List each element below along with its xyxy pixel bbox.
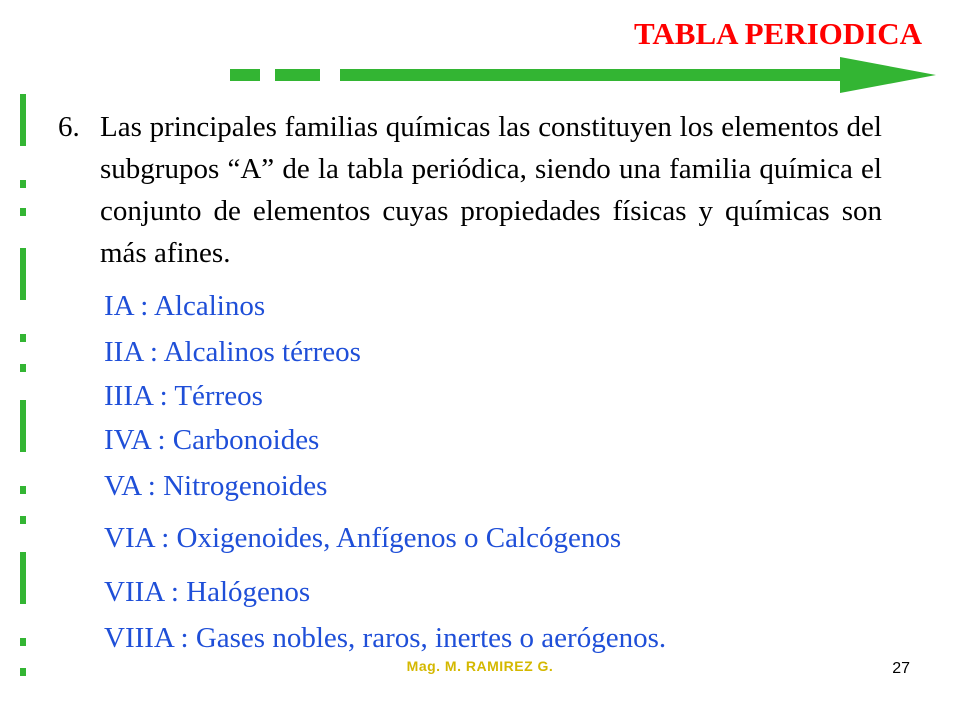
point-number: 6. [58, 111, 80, 143]
slide-title: TABLA PERIODICA [634, 16, 922, 51]
page-number: 27 [892, 660, 910, 677]
footer-author: Mag. M. RAMIREZ G. [406, 658, 554, 674]
family-ia: IA : Alcalinos [104, 290, 266, 322]
arrow-dash-1 [230, 69, 260, 81]
family-va: VA : Nitrogenoides [104, 470, 328, 502]
arrow-shaft [340, 69, 850, 81]
main-point [58, 106, 882, 274]
arrow-head-icon [840, 57, 936, 93]
decorative-arrow [220, 52, 940, 98]
point-text: Las principales familias químicas las constituyen los elementos del subgrupos “A” de la tabla periódica, siendo una familia química el conjunto de elementos cuyas propiedades físicas y químicas son más afines. [100, 111, 882, 269]
family-viia: VIIA : Halógenos [104, 576, 311, 608]
family-via: VIA : Oxigenoides, Anfígenos o Calcógenos [104, 522, 622, 554]
decorative-left-bar [16, 90, 36, 690]
family-iva: IVA : Carbonoides [104, 424, 320, 456]
family-iia: IIA : Alcalinos térreos [104, 336, 361, 368]
family-viiia: VIIIA : Gases nobles, raros, inertes o aerógenos. [104, 622, 667, 654]
arrow-dash-2 [275, 69, 320, 81]
family-iiia: IIIA : Térreos [104, 380, 263, 412]
